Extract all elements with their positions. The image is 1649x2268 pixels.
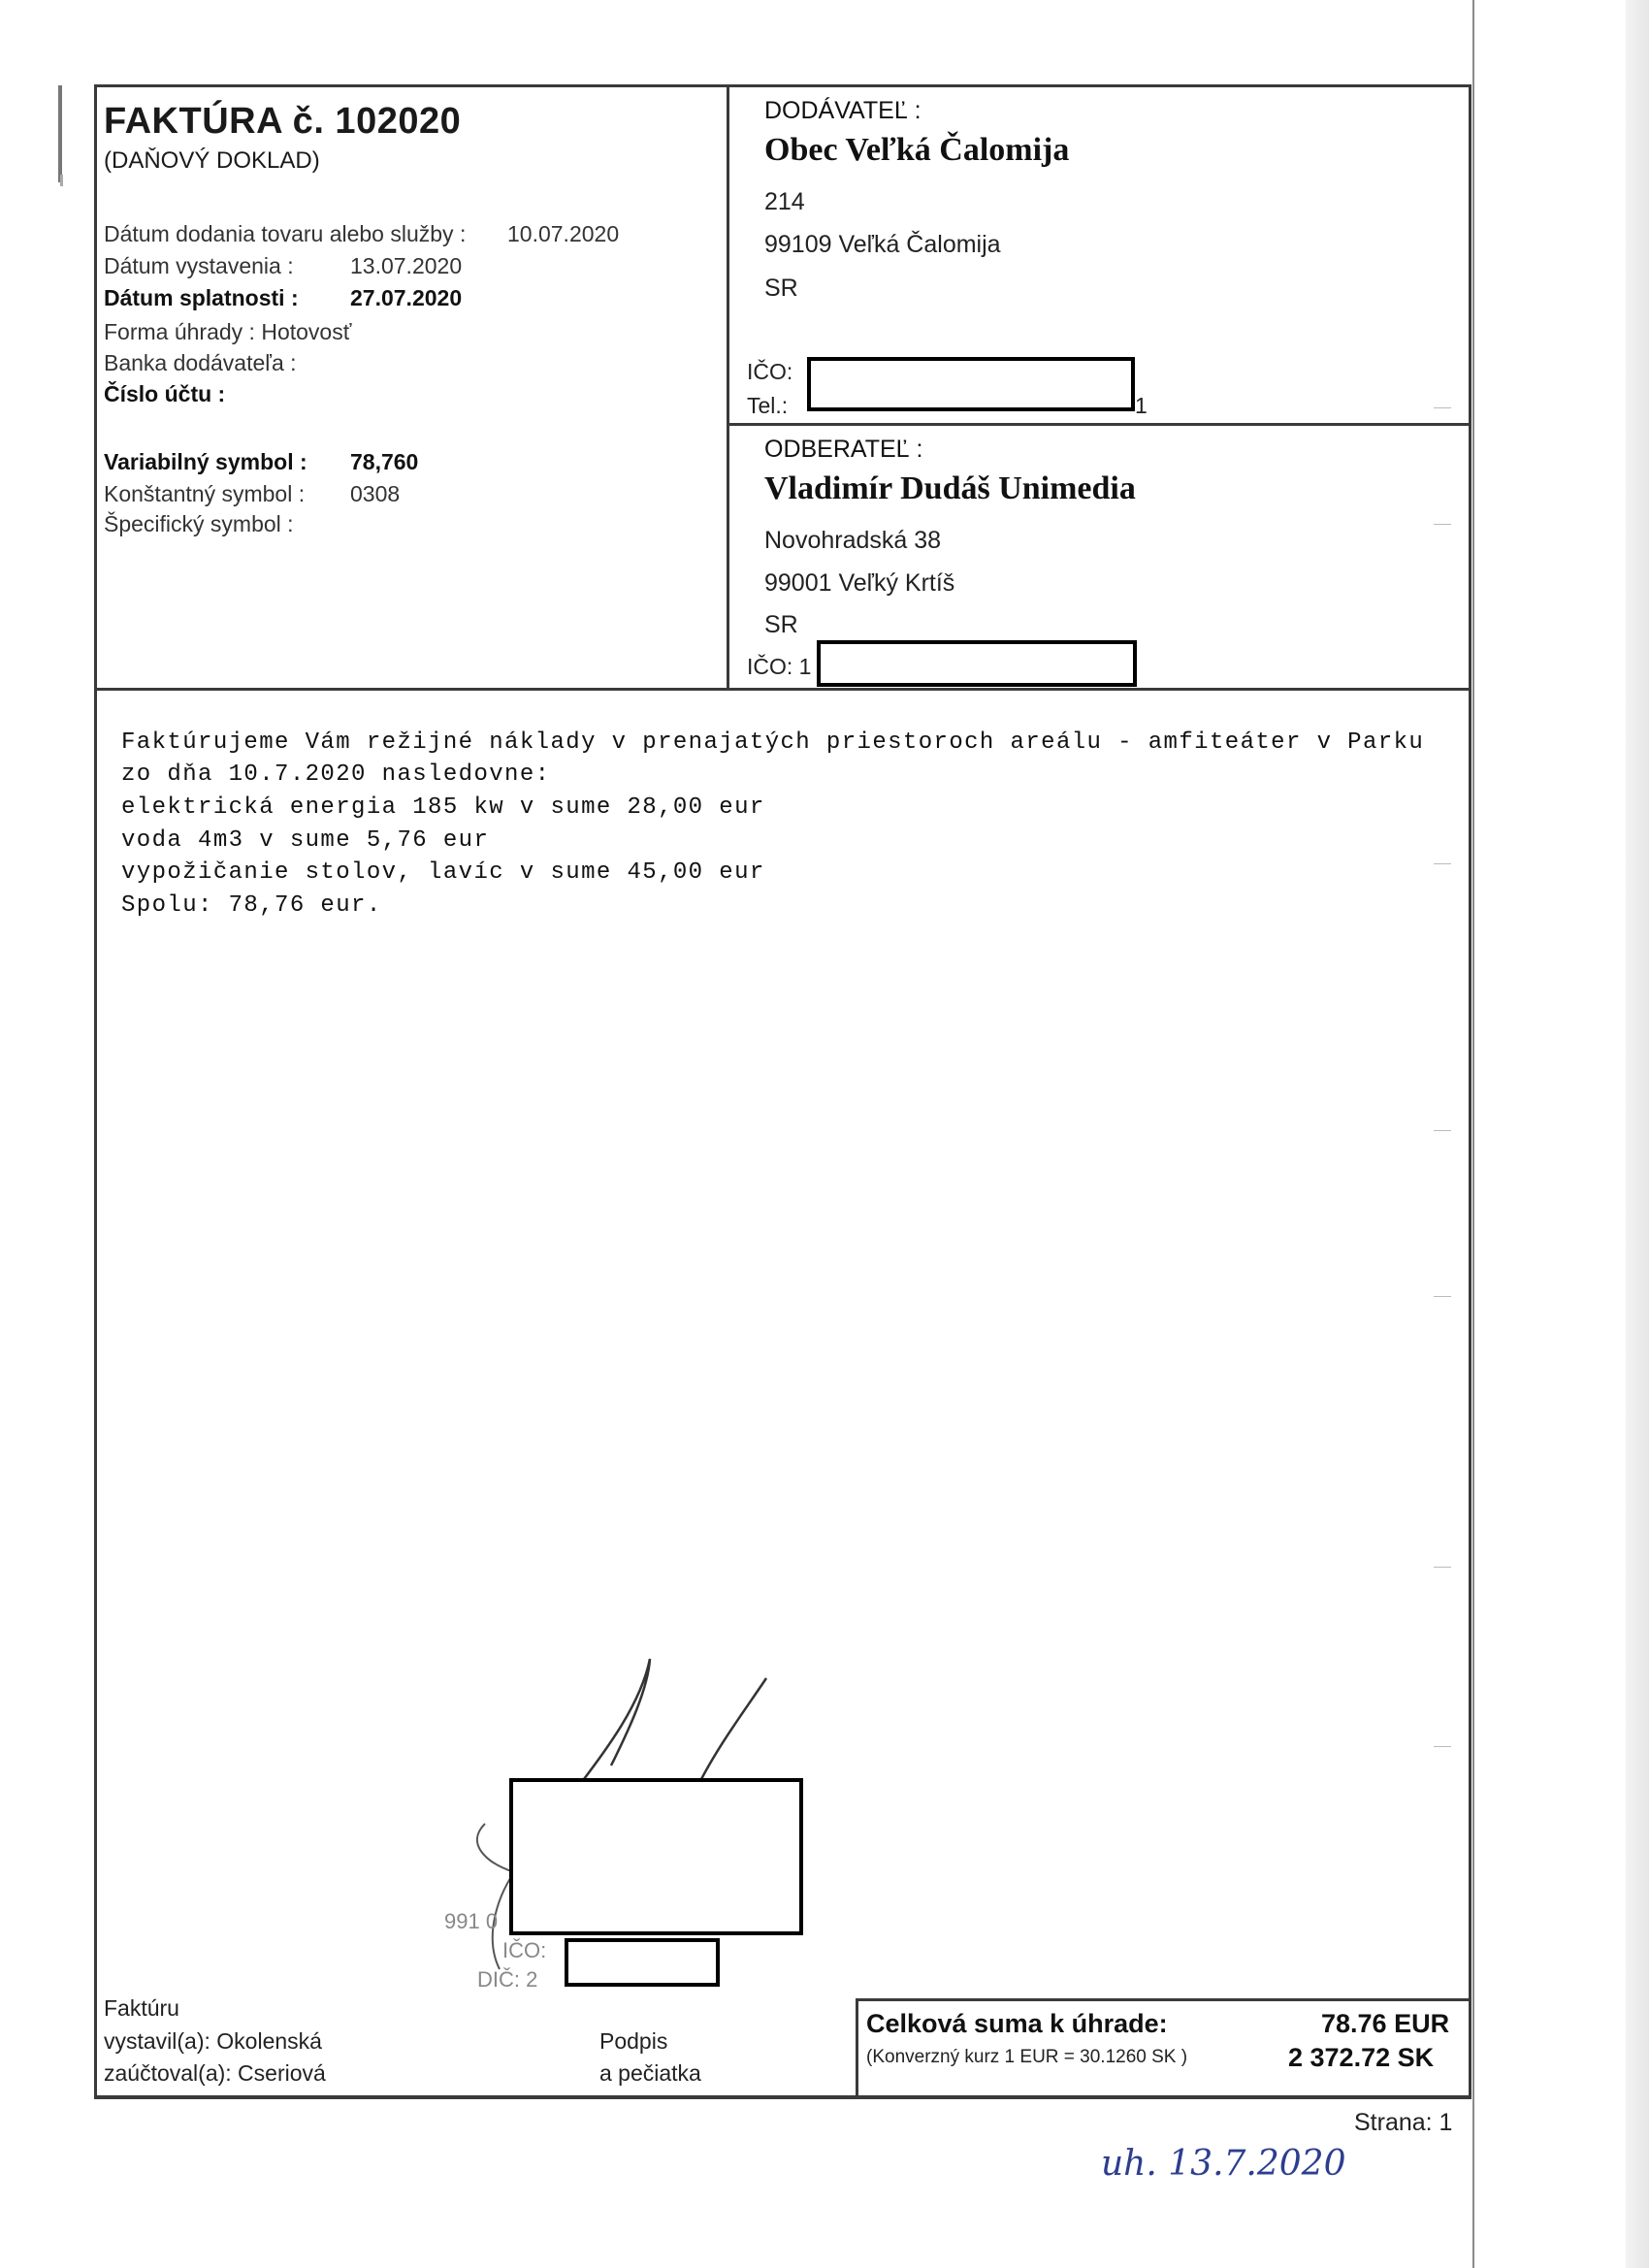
body-line: Faktúrujeme Vám režijné náklady v prenajatých priestoroch areálu - amfiteáter v Parku <box>121 729 1425 756</box>
customer-heading: ODBERATEĽ : <box>764 436 923 463</box>
supplier-country: SR <box>764 275 798 302</box>
supplier-tel-tail: 1 <box>1135 393 1148 418</box>
header-divider-vertical <box>727 84 729 690</box>
total-sk: 2 372.72 SK <box>1288 2043 1435 2072</box>
redaction-box <box>565 1938 720 1987</box>
account-number-label: Číslo účtu : <box>104 381 226 406</box>
customer-country: SR <box>764 611 798 638</box>
customer-ico-label: IČO: 1 <box>747 654 812 679</box>
constant-symbol-label: Konštantný symbol : <box>104 481 306 506</box>
scan-shadow <box>1626 0 1649 2268</box>
customer-street: Novohradská 38 <box>764 527 942 554</box>
variable-symbol-value: 78,760 <box>350 449 419 474</box>
total-label: Celková suma k úhrade: <box>866 2009 1168 2038</box>
supplier-heading: DODÁVATEĽ : <box>764 97 922 124</box>
stamp-line: 991 0 <box>444 1909 499 1933</box>
handwritten-note: uh. 13.7.2020 <box>1101 2144 1346 2184</box>
redaction-box <box>807 357 1135 411</box>
body-line: zo dňa 10.7.2020 nasledovne: <box>121 761 551 788</box>
customer-name: Vladimír Dudáš Unimedia <box>764 470 1136 506</box>
redaction-box <box>509 1778 803 1935</box>
supplier-street: 214 <box>764 188 805 215</box>
supplier-ico-label: IČO: <box>747 359 793 384</box>
signature-label: a pečiatka <box>599 2060 701 2086</box>
specific-symbol-label: Špecifický symbol : <box>104 511 294 536</box>
supplier-tel-label: Tel.: <box>747 393 789 418</box>
scan-mark <box>1434 407 1451 408</box>
scan-mark <box>1434 1746 1451 1747</box>
constant-symbol-value: 0308 <box>350 481 401 506</box>
stamp-line: IČO: <box>502 1938 547 1962</box>
delivery-date-label: Dátum dodania tovaru alebo služby : <box>104 221 467 246</box>
due-date-value: 27.07.2020 <box>350 285 463 310</box>
redaction-box <box>817 640 1137 687</box>
footer-invoice-label: Faktúru <box>104 1995 179 2021</box>
invoice-subtitle: (DAŇOVÝ DOKLAD) <box>104 147 320 174</box>
issue-date-label: Dátum vystavenia : <box>104 253 294 278</box>
page-number: Strana: 1 <box>1354 2109 1453 2136</box>
body-line: Spolu: 78,76 eur. <box>121 892 382 919</box>
party-divider <box>727 423 1471 426</box>
total-eur: 78.76 EUR <box>1321 2009 1450 2038</box>
scan-edge-line <box>1472 0 1474 2268</box>
scan-mark <box>1434 1130 1451 1131</box>
footer-booked-by: zaúčtoval(a): Cseriová <box>104 2060 326 2086</box>
supplier-name: Obec Veľká Čalomija <box>764 132 1070 168</box>
scan-mark <box>1434 863 1451 864</box>
invoice-title: FAKTÚRA č. 102020 <box>104 101 462 142</box>
punch-mark <box>58 85 62 182</box>
supplier-bank-label: Banka dodávateľa : <box>104 350 297 375</box>
body-line: vypožičanie stolov, lavíc v sume 45,00 eur <box>121 859 765 886</box>
signature-label: Podpis <box>599 2028 668 2054</box>
body-line: voda 4m3 v sume 5,76 eur <box>121 827 490 854</box>
punch-mark-small <box>60 175 63 186</box>
payment-method: Forma úhrady : Hotovosť <box>104 319 352 344</box>
issue-date-value: 13.07.2020 <box>350 253 463 278</box>
scan-mark <box>1434 1567 1451 1568</box>
due-date-label: Dátum splatnosti : <box>104 285 299 310</box>
footer-issued-by: vystavil(a): Okolenská <box>104 2028 322 2054</box>
scan-mark <box>1434 1296 1451 1297</box>
supplier-city: 99109 Veľká Čalomija <box>764 231 1001 258</box>
body-line: elektrická energia 185 kw v sume 28,00 eur <box>121 794 765 821</box>
delivery-date-value: 10.07.2020 <box>507 221 620 246</box>
conversion-rate: (Konverzný kurz 1 EUR = 30.1260 SK ) <box>866 2047 1188 2067</box>
scan-mark <box>1434 524 1451 525</box>
header-divider-horizontal <box>94 688 1471 691</box>
stamp-line: DIČ: 2 <box>477 1967 538 1992</box>
variable-symbol-label: Variabilný symbol : <box>104 449 307 474</box>
customer-city: 99001 Veľký Krtíš <box>764 569 955 597</box>
